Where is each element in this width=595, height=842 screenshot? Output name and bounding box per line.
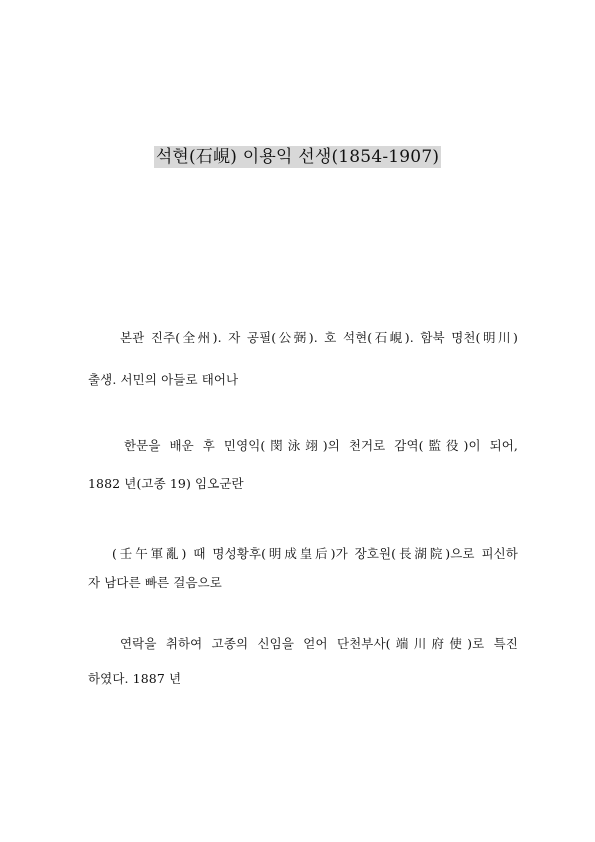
page-title: 석현(石峴) 이용익 선생(1854-1907) <box>155 147 440 167</box>
paragraph-2-line-1: 한문을 배운 후 민영익(閔泳翊)의 천거로 감역(監役)이 되어, <box>124 438 518 453</box>
title-container <box>0 146 595 168</box>
paragraph-3-line-2: 자 남다른 빠른 걸음으로 <box>88 575 222 590</box>
paragraph-4-line-1: 연락을 취하여 고종의 신임을 얻어 단천부사(端川府使)로 특진 <box>120 636 518 651</box>
paragraph-1-line-1: 본관 진주(全州). 자 공필(公弼). 호 석현(石峴). 함북 명천(明川) <box>120 330 518 345</box>
paragraph-1-line-2: 출생. 서민의 아들로 태어나 <box>88 372 239 387</box>
paragraph-4-line-2: 하였다. 1887 년 <box>88 671 182 686</box>
paragraph-2-line-2: 1882 년(고종 19) 임오군란 <box>88 476 244 491</box>
paragraph-3-line-1: (壬午軍亂) 때 명성황후(明成皇后)가 장호원(長湖院)으로 피신하 <box>112 546 518 561</box>
